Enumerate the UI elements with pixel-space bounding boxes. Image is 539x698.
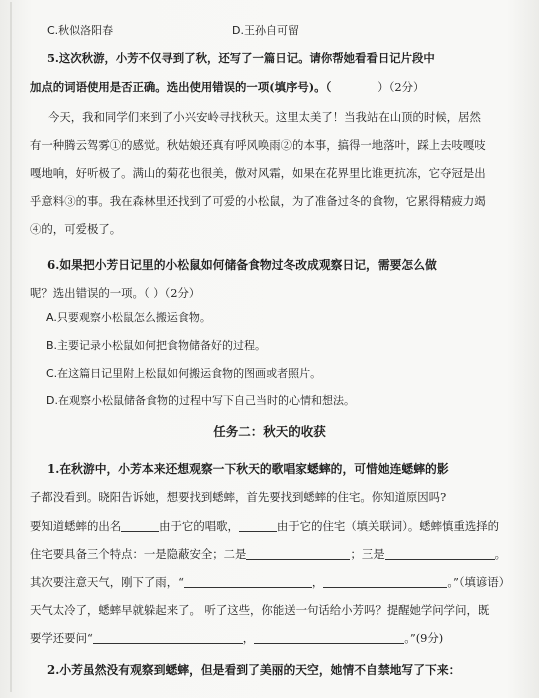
mark-3: ③ bbox=[64, 194, 76, 208]
section-title: 任务二：秋天的收获 bbox=[213, 424, 326, 439]
q6-option-b: B.主要记录小松鼠如何把食物储备好的过程。 bbox=[46, 339, 267, 352]
mark-4: ④ bbox=[30, 222, 42, 236]
t1-line7: 要学还要问“ ， 。”(9分) bbox=[30, 631, 444, 645]
q6-option-a: A.只要观察小松鼠怎么搬运食物。 bbox=[46, 311, 211, 324]
t1-line5: 其次要注意天气，刚下了雨，“ ， 。”（填谚语） bbox=[30, 575, 511, 589]
q6-option-d: D.在观察小松鼠储备食物的过程中写下自己当时的心情和想法。 bbox=[46, 394, 355, 407]
diary-line4: 乎意料③的事。我在森林里还找到了可爱的小松鼠，为了准备过冬的食物，它累得精疲力竭 bbox=[30, 194, 486, 208]
t1-line1: 1.在秋游中，小芳本来还想观察一下秋天的歌唱家蟋蟀的，可惜她连蟋蟀的影 bbox=[47, 462, 449, 476]
diary-line3: 嘎地响，好听极了。满山的菊花也很美，傲对风霜，如果在花界里比谁更抗冻，它夺冠是出 bbox=[30, 166, 486, 180]
blank-proverb-2[interactable] bbox=[323, 576, 447, 588]
blank-proverb-1[interactable] bbox=[184, 576, 312, 588]
blank-saying-2[interactable] bbox=[254, 632, 404, 644]
blank-conjunction-1[interactable] bbox=[121, 520, 159, 532]
t1-line2: 子都没看到。晓阳告诉她，想要找到蟋蟀，首先要找到蟋蟀的住宅。你知道原因吗? bbox=[30, 490, 447, 504]
t1-line3: 要知道蟋蟀的出名 由于它的唱歌， 由于它的住宅（填关联词）。蟋蟀慎重选择的 bbox=[30, 519, 500, 533]
t1-line6: 天气太冷了，蟋蟀早就躲起来了。 听了这些，你能送一句话给小芳吗？提醒她学问学问，既 bbox=[30, 603, 490, 617]
mark-1: ① bbox=[109, 138, 122, 152]
blank-feature-2[interactable] bbox=[246, 548, 350, 560]
t1-line4: 住宅要具备三个特点：一是隐蔽安全；二是 ；三是 。 bbox=[30, 547, 507, 561]
diary-line5: ④的，可爱极了。 bbox=[30, 222, 122, 236]
diary-line1: 今天，我和同学们来到了小兴安岭寻找秋天。这里太美了！当我站在山顶的时候，居然 bbox=[48, 110, 481, 124]
blank-feature-3[interactable] bbox=[385, 548, 495, 560]
option-c: C.秋似洛阳春 bbox=[47, 24, 114, 37]
t2-line1: 2.小芳虽然没有观察到蟋蟀，但是看到了美丽的天空，她情不自禁地写了下来： bbox=[47, 663, 461, 677]
blank-conjunction-2[interactable] bbox=[239, 520, 277, 532]
q6-line2: 呢？选出错误的一项。（ ）（2分） bbox=[30, 286, 201, 300]
scan-shadow bbox=[10, 2, 12, 692]
q5-line1: 5.这次秋游，小芳不仅寻到了秋，还写了一篇日记。请你帮她看看日记片段中 bbox=[47, 51, 435, 65]
option-d: D.王孙自可留 bbox=[232, 24, 299, 37]
q5-line2: 加点的词语使用是否正确。选出使用错误的一项(填序号)。（ ）（2分） bbox=[30, 80, 425, 94]
q6-line1: 6.如果把小芳日记里的小松鼠如何储备食物过冬改成观察日记，需要怎么做 bbox=[47, 258, 437, 272]
mark-2: ② bbox=[280, 138, 293, 152]
diary-line2: 有一种腾云驾雾①的感觉。秋姑娘还真有呼风唤雨②的本事，搞得一地落叶，踩上去吱嘎吱 bbox=[30, 138, 486, 152]
blank-saying-1[interactable] bbox=[93, 632, 243, 644]
q6-option-c: C.在这篇日记里附上松鼠如何搬运食物的图画或者照片。 bbox=[46, 367, 322, 380]
